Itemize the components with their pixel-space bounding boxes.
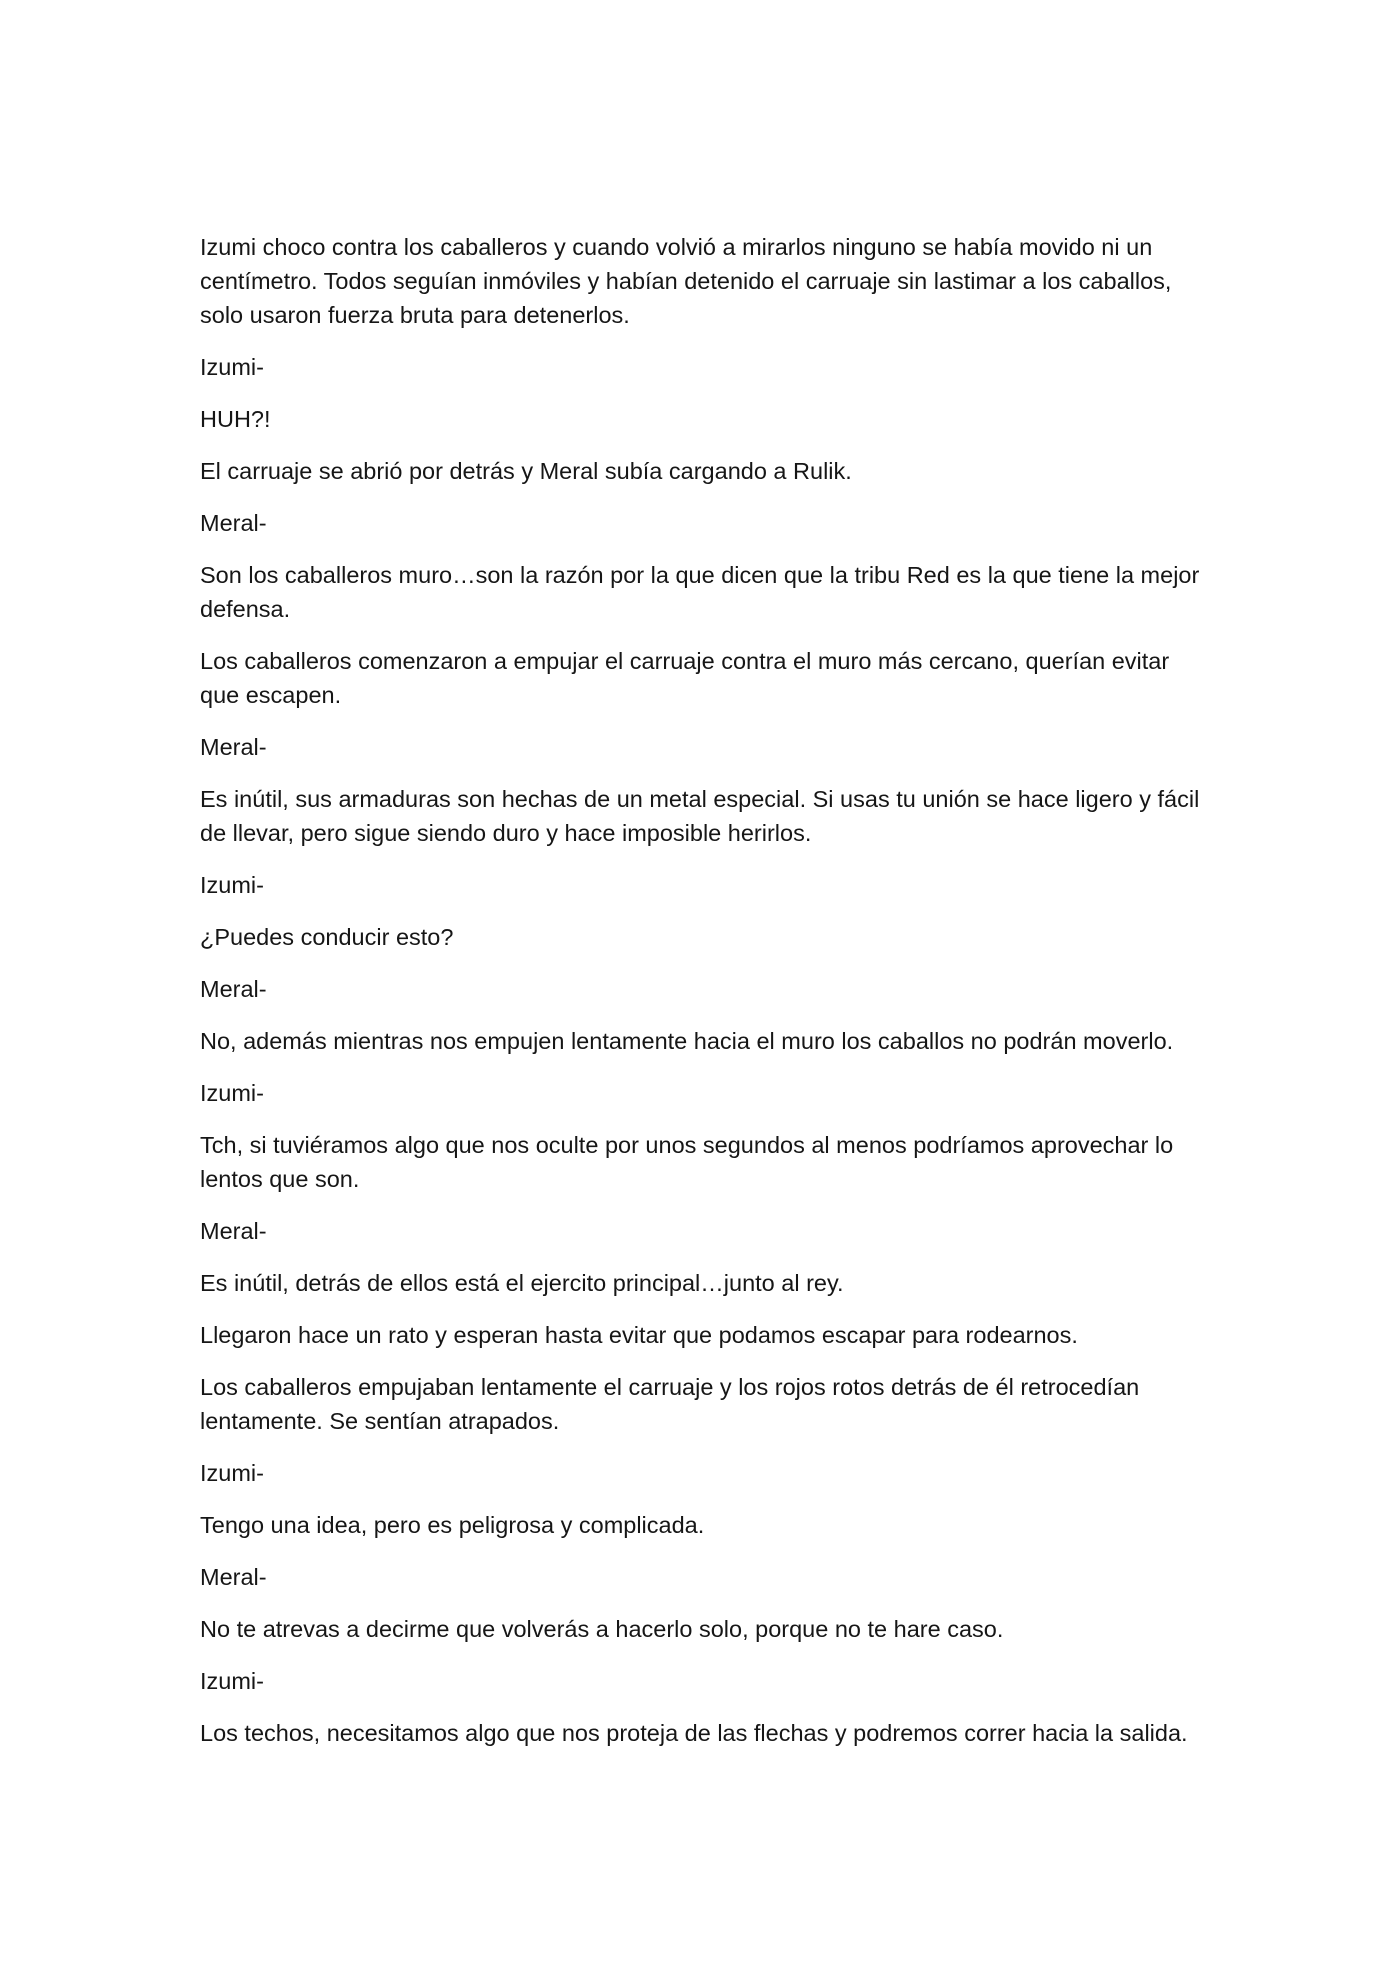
speaker-label: Meral-	[200, 1564, 267, 1590]
dialogue-line: Es inútil, sus armaduras son hechas de un metal especial. Si usas tu unión se hace ligero y fácil de llevar, pero sigue siendo duro y hace imposible herirlos.	[200, 786, 1200, 846]
dialogue-line: Llegaron hace un rato y esperan hasta evitar que podamos escapar para rodearnos.	[200, 1322, 1078, 1348]
speaker-label: Izumi-	[200, 1668, 264, 1694]
dialogue-line: No te atrevas a decirme que volverás a hacerlo solo, porque no te hare caso.	[200, 1616, 1004, 1642]
dialogue-line: Tengo una idea, pero es peligrosa y complicada.	[200, 1512, 705, 1538]
speaker-label: Izumi-	[200, 872, 264, 898]
dialogue-line: Es inútil, detrás de ellos está el ejercito principal…junto al rey.	[200, 1270, 844, 1296]
paragraph: Los caballeros comenzaron a empujar el carruaje contra el muro más cercano, querían evitar que escapen.	[200, 648, 1170, 708]
speaker-label: Izumi-	[200, 1460, 264, 1486]
paragraph: El carruaje se abrió por detrás y Meral subía cargando a Rulik.	[200, 458, 852, 484]
paragraph: Los caballeros empujaban lentamente el carruaje y los rojos rotos detrás de él retrocedían lentamente. Se sentían atrapados.	[200, 1374, 1140, 1434]
dialogue-line: Los techos, necesitamos algo que nos proteja de las flechas y podremos correr hacia la salida.	[200, 1720, 1188, 1746]
dialogue-line: ¿Puedes conducir esto?	[200, 924, 454, 950]
speaker-label: Meral-	[200, 734, 267, 760]
dialogue-line: No, además mientras nos empujen lentamente hacia el muro los caballos no podrán moverlo.	[200, 1028, 1174, 1054]
speaker-label: Meral-	[200, 510, 267, 536]
speaker-label: Meral-	[200, 1218, 267, 1244]
speaker-label: Meral-	[200, 976, 267, 1002]
dialogue-line: Tch, si tuviéramos algo que nos oculte por unos segundos al menos podríamos aprovechar lo lentos que son.	[200, 1132, 1174, 1192]
dialogue-line: Son los caballeros muro…son la razón por la que dicen que la tribu Red es la que tiene la mejor defensa.	[200, 562, 1200, 622]
speaker-label: Izumi-	[200, 354, 264, 380]
speaker-label: Izumi-	[200, 1080, 264, 1106]
paragraph: Izumi choco contra los caballeros y cuando volvió a mirarlos ninguno se había movido ni un centímetro. Todos seguían inmóviles y habían detenido el carruaje sin lastimar a los caballos, solo usaron fuerza bruta para detenerlos.	[200, 234, 1172, 328]
dialogue-line: HUH?!	[200, 406, 271, 432]
document-body	[200, 230, 1200, 1768]
